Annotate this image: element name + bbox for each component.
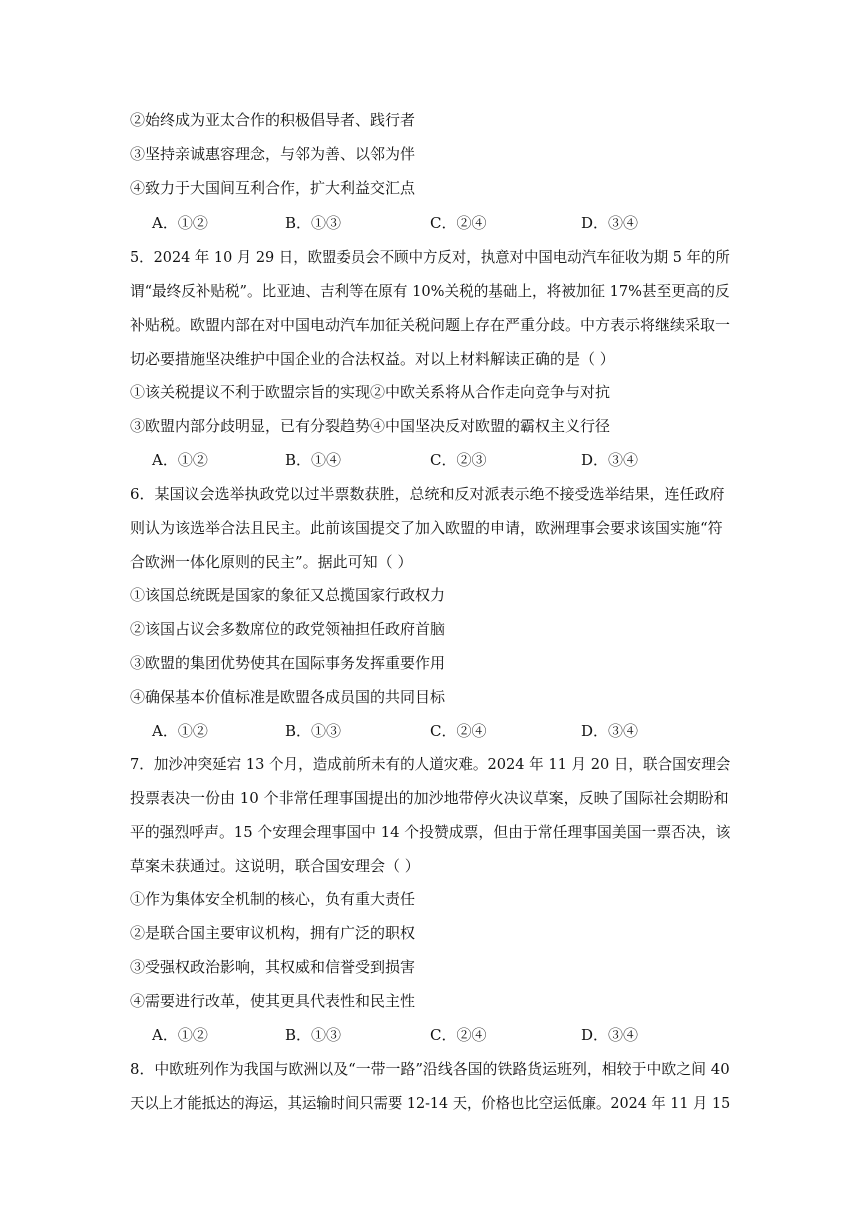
q4-option-d[interactable]: D．③④ bbox=[581, 214, 639, 232]
q4-options bbox=[152, 212, 712, 234]
q7-option-a[interactable]: A．①② bbox=[152, 1026, 208, 1044]
q6-option-a[interactable]: A．①② bbox=[152, 722, 208, 740]
q6-stem-line-2: 则认为该选举合法且民主。此前该国提交了加入欧盟的申请，欧洲理事会要求该国实施“符 bbox=[130, 519, 723, 537]
q5-option-c[interactable]: C．②③ bbox=[430, 451, 487, 469]
q5-option-b[interactable]: B．①④ bbox=[285, 451, 342, 469]
q6-statement-3: ③欧盟的集团优势使其在国际事务发挥重要作用 bbox=[130, 654, 446, 672]
q5-statement-row-2: ③欧盟内部分歧明显，已有分裂趋势④中国坚决反对欧盟的霸权主义行径 bbox=[130, 417, 611, 435]
q7-option-d[interactable]: D．③④ bbox=[581, 1026, 639, 1044]
q5-stem-line-4: 切必要措施坚决维护中国企业的合法权益。对以上材料解读正确的是（ ） bbox=[130, 350, 615, 368]
q4-statement-4: ④致力于大国间互利合作，扩大利益交汇点 bbox=[130, 179, 416, 197]
q7-option-c[interactable]: C．②④ bbox=[430, 1026, 487, 1044]
q7-options bbox=[152, 1024, 712, 1046]
q5-stem-line-1: 5．2024 年 10 月 29 日，欧盟委员会不顾中方反对，执意对中国电动汽车征收为期 5 年的所 bbox=[130, 248, 730, 266]
q6-option-d[interactable]: D．③④ bbox=[581, 722, 639, 740]
q6-stem-line-3: 合欧洲一体化原则的民主”。据此可知（ ） bbox=[130, 553, 413, 571]
q4-option-b[interactable]: B．①③ bbox=[285, 214, 342, 232]
q5-stem-line-2: 谓“最终反补贴税”。比亚迪、吉利等在原有 10%关税的基础上，将被加征 17%甚至更高的反 bbox=[130, 282, 730, 300]
q7-stem-line-2: 投票表决一份由 10 个非常任理事国提出的加沙地带停火决议草案，反映了国际社会期盼和 bbox=[130, 789, 729, 807]
q7-stem-line-4: 草案未获通过。这说明，联合国安理会（ ） bbox=[130, 857, 420, 875]
q7-stem-line-3: 平的强烈呼声。15 个安理会理事国中 14 个投赞成票，但由于常任理事国美国一票否决，该 bbox=[130, 823, 731, 841]
q6-statement-4: ④确保基本价值标准是欧盟各成员国的共同目标 bbox=[130, 688, 446, 706]
q7-statement-4: ④需要进行改革，使其更具代表性和民主性 bbox=[130, 992, 416, 1010]
q8-stem-line-2: 天以上才能抵达的海运，其运输时间只需要 12-14 天，价格也比空运低廉。2024 年 11 月 15 bbox=[130, 1094, 731, 1112]
q5-stem-line-3: 补贴税。欧盟内部在对中国电动汽车加征关税问题上存在严重分歧。中方表示将继续采取一 bbox=[130, 316, 731, 334]
q4-option-c[interactable]: C．②④ bbox=[430, 214, 487, 232]
q4-statement-2: ②始终成为亚太合作的积极倡导者、践行者 bbox=[130, 111, 416, 129]
q6-statement-1: ①该国总统既是国家的象征又总揽国家行政权力 bbox=[130, 586, 446, 604]
q4-option-a[interactable]: A．①② bbox=[152, 214, 208, 232]
q6-option-b[interactable]: B．①③ bbox=[285, 722, 342, 740]
q7-statement-3: ③受强权政治影响，其权威和信誉受到损害 bbox=[130, 958, 416, 976]
q6-stem-line-1: 6．某国议会选举执政党以过半票数获胜，总统和反对派表示绝不接受选举结果，连任政府 bbox=[130, 485, 725, 503]
q5-option-a[interactable]: A．①② bbox=[152, 451, 208, 469]
q5-option-d[interactable]: D．③④ bbox=[581, 451, 639, 469]
q5-statement-row-1: ①该关税提议不利于欧盟宗旨的实现②中欧关系将从合作走向竞争与对抗 bbox=[130, 383, 611, 401]
q6-option-c[interactable]: C．②④ bbox=[430, 722, 487, 740]
q8-stem-line-1: 8．中欧班列作为我国与欧洲以及“一带一路”沿线各国的铁路货运班列，相较于中欧之间 40 bbox=[130, 1060, 730, 1078]
q4-statement-3: ③坚持亲诚惠容理念，与邻为善、以邻为伴 bbox=[130, 145, 416, 163]
q6-statement-2: ②该国占议会多数席位的政党领袖担任政府首脑 bbox=[130, 620, 446, 638]
q7-statement-1: ①作为集体安全机制的核心，负有重大责任 bbox=[130, 890, 416, 908]
q5-options bbox=[152, 449, 712, 471]
q7-option-b[interactable]: B．①③ bbox=[285, 1026, 342, 1044]
q6-options bbox=[152, 720, 712, 742]
q7-stem-line-1: 7．加沙冲突延宕 13 个月，造成前所未有的人道灾难。2024 年 11 月 20 日，联合国安理会 bbox=[130, 755, 731, 773]
q7-statement-2: ②是联合国主要审议机构，拥有广泛的职权 bbox=[130, 924, 416, 942]
